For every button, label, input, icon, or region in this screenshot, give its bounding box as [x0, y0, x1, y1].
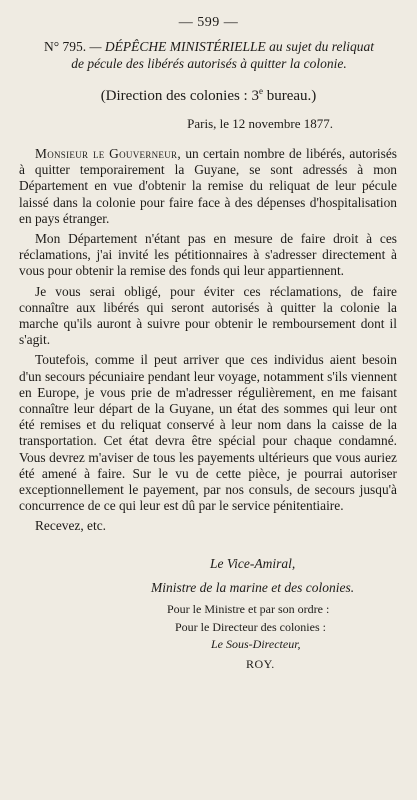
signature-sub-director: Le Sous-Directeur, — [211, 637, 301, 651]
salutation: Monsieur le Gouverneur, — [35, 146, 181, 161]
signature-title: Le Vice-Amiral, — [210, 556, 296, 571]
document-number: N° 795. — [44, 39, 87, 54]
signature-order-line-1: Pour le Ministre et par son ordre : — [167, 602, 330, 616]
paragraph-3: Je vous serai obligé, pour éviter ces réclamations, de faire connaître aux libérés qui seront autorisés à quitter la colonie la marche qu'ils auront à suivre pour obtenir le remboursement dont il s'agit. — [19, 283, 397, 348]
service-sup: e — [258, 86, 263, 96]
signature-name: ROY. — [246, 657, 275, 671]
paragraph-1 — [19, 146, 397, 227]
signature-role: Ministre de la marine et des colonies. — [151, 580, 355, 595]
paragraph-1-text: un certain nombre de libérés, autorisés à quitter temporairement la Guyane, se sont adressés à mon Département en vue d'obtenir la remise du reliquat de leur pécule laissé dans la colonie pour faire face à des dépenses d'hospitalisation en pays étranger. — [19, 146, 397, 226]
letter-body — [19, 146, 397, 535]
paragraph-4: Toutefois, comme il peut arriver que ces individus aient besoin d'un secours pécuniaire pendant leur voyage, notamment s'ils viennent en Europe, je vous prie de m'adresser régulièrement, en me faisant connaître leur départ de la Guyane, un état des sommes qui leur ont été remises et du reliquat conservé à leur nom dans la caisse de la transportation. Cet état devra être spécial pour chaque condamné. Vous devrez m'aviser de tous les payements ultérieurs que vous auriez été amené à faire. Sur le vu de cette pièce, je pourrai autoriser exceptionnellement le payement, par nos consuls, de secours jusqu'à concurrence de ce qui leur est dû par le service pénitentiaire. — [19, 352, 397, 514]
paragraph-2: Mon Département n'étant pas en mesure de faire droit à ces réclamations, j'ai invité les pétitionnaires à s'adresser directement à vous pour obtenir la remise des fonds qui leur appartiennent. — [19, 231, 397, 279]
document-title: — DÉPÊCHE MINISTÉRIELLE au sujet du reliquat de pécule des libérés autorisés à quitter la colonie. — [71, 39, 375, 71]
service-suffix: bureau.) — [262, 88, 317, 104]
dateline: Paris, le 12 novembre 1877. — [187, 116, 333, 131]
service-line — [0, 86, 417, 105]
closing: Recevez, etc. — [35, 518, 106, 534]
signature-order-line-2: Pour le Directeur des colonies : — [175, 620, 326, 634]
page-number: — 599 — — [178, 15, 239, 30]
document-heading — [44, 38, 374, 72]
service-prefix: (Direction des colonies : 3 — [100, 88, 259, 104]
